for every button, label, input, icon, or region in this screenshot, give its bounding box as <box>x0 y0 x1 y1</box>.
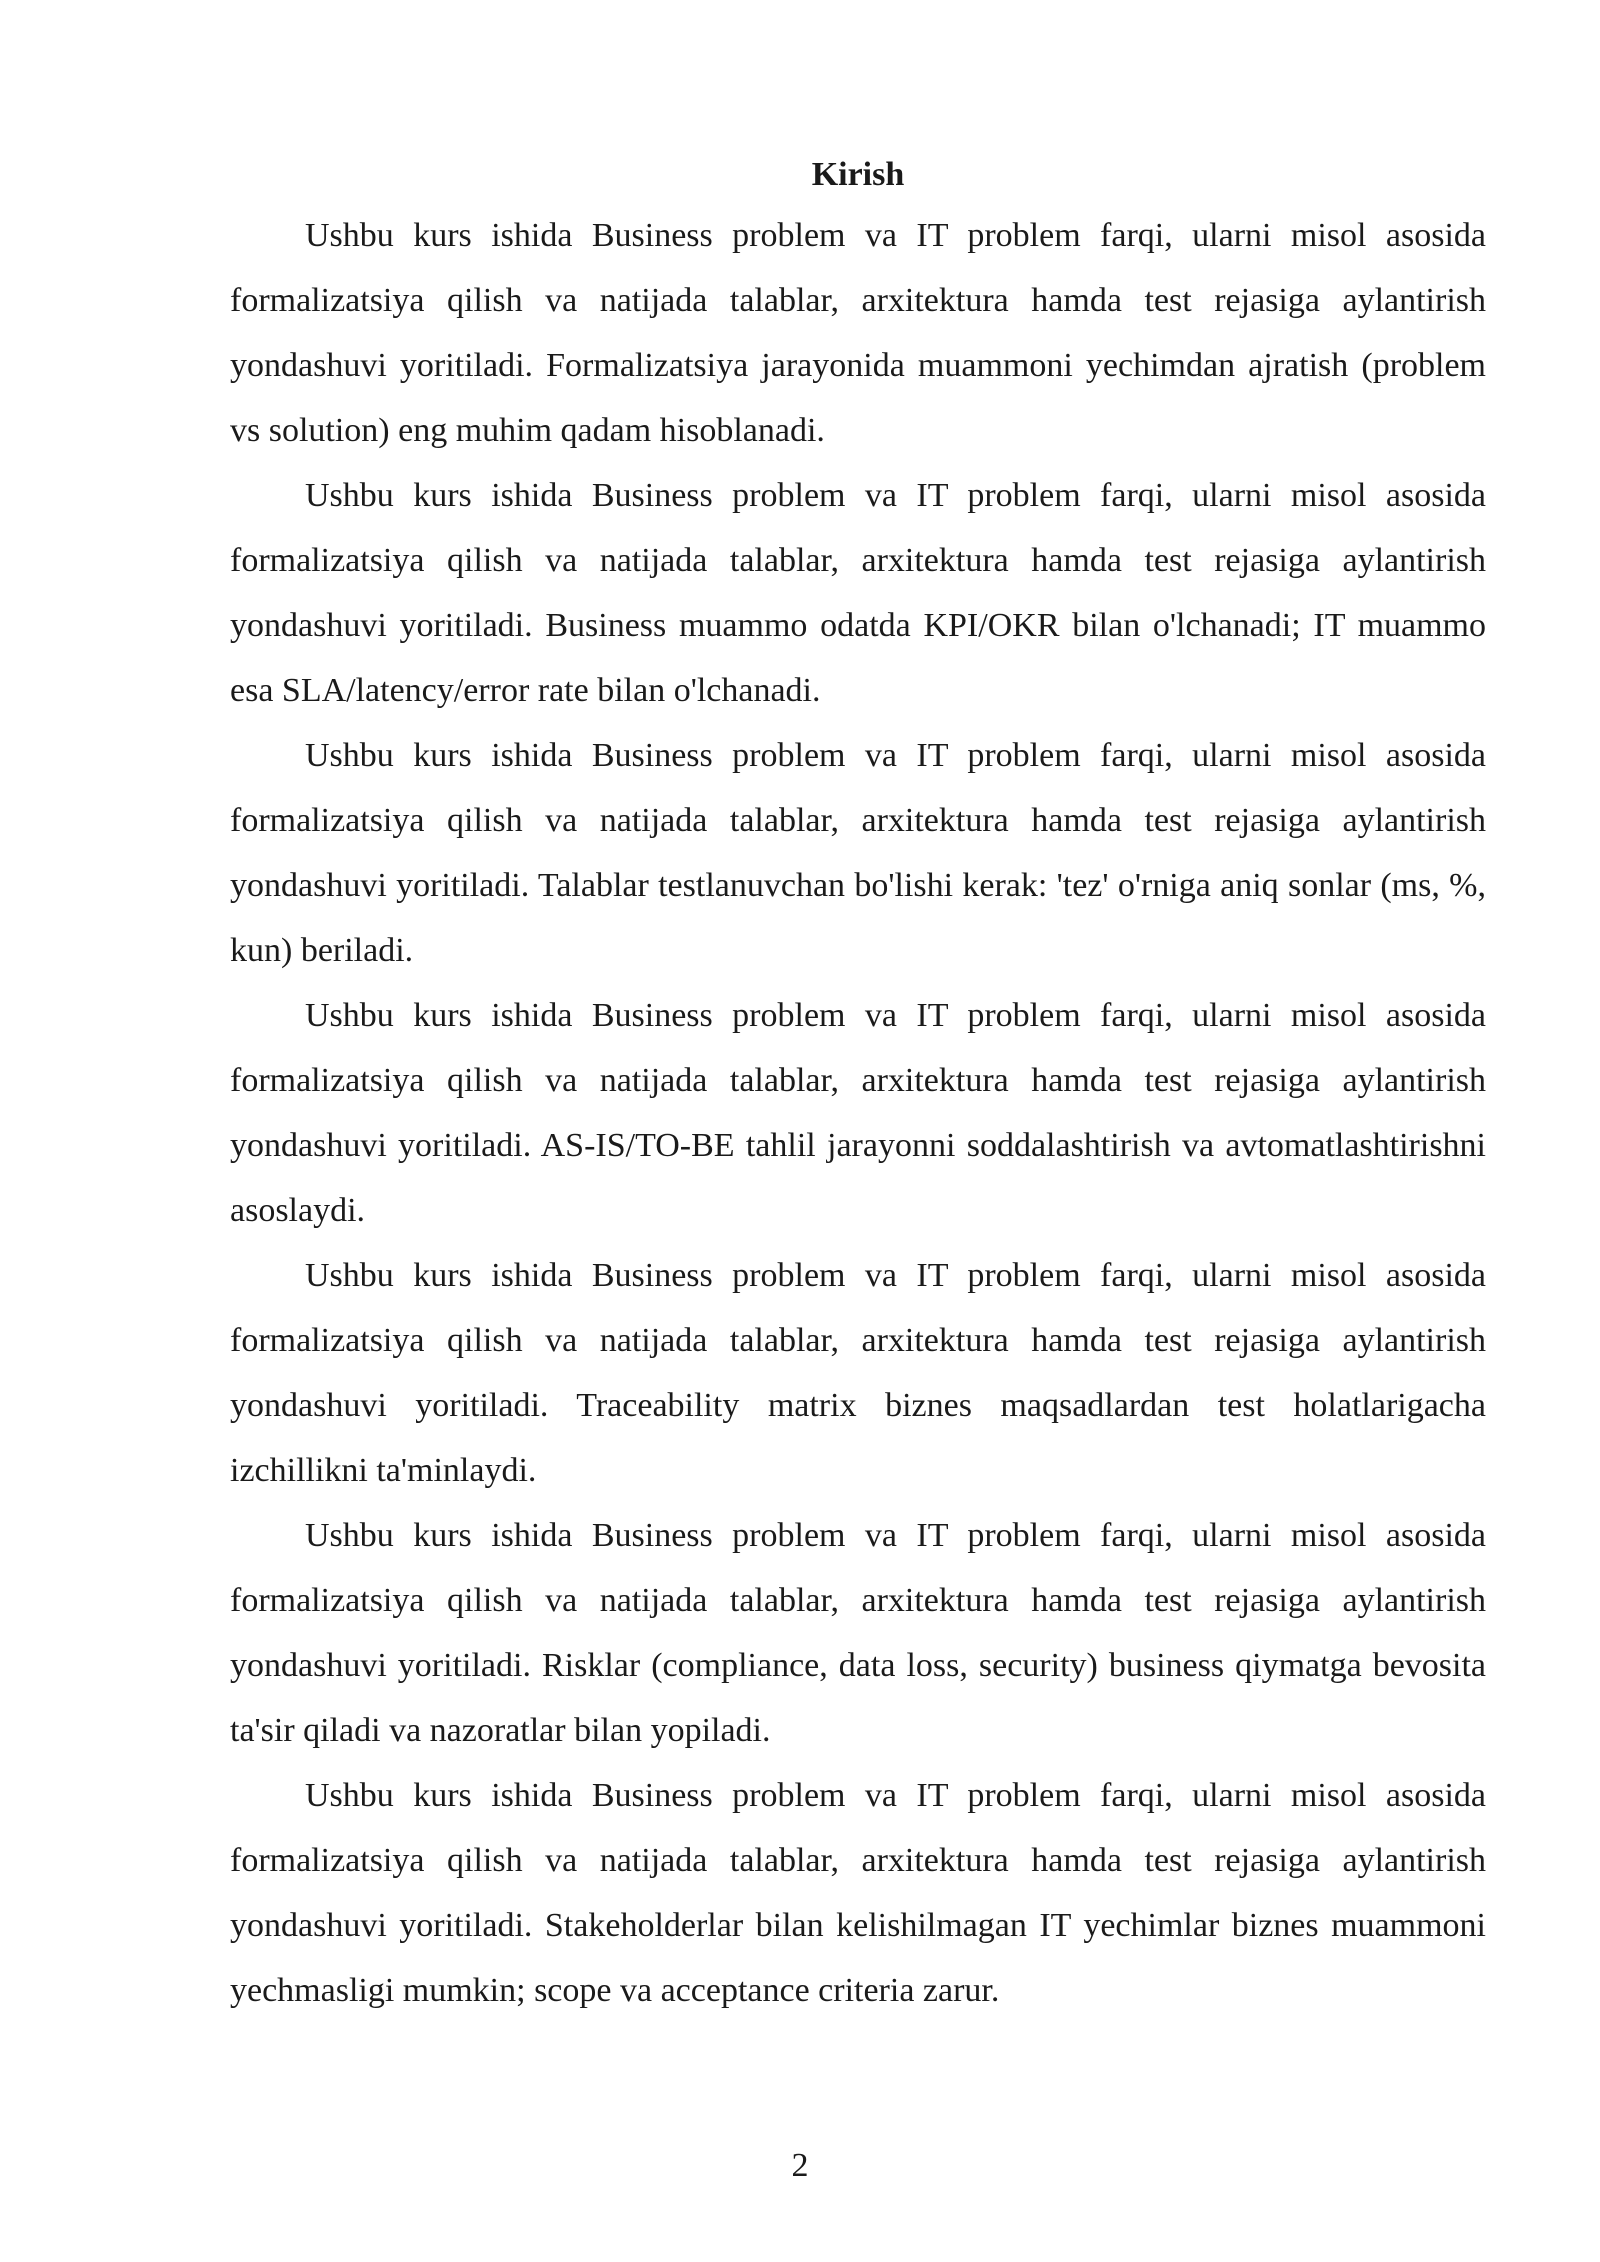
section-title: Kirish <box>811 156 905 193</box>
paragraph-5: Ushbu kurs ishida Business problem va IT problem farqi, ularni misol asosida formalizatsiya qilish va natijada talablar, arxitektura hamda test rejasiga aylantirish yondashuvi yoritiladi. Traceability matrix biznes maqsadlardan test holatlarigacha izchillikni ta'minlaydi. <box>230 1257 1486 1489</box>
paragraph-2: Ushbu kurs ishida Business problem va IT problem farqi, ularni misol asosida formalizatsiya qilish va natijada talablar, arxitektura hamda test rejasiga aylantirish yondashuvi yoritiladi. Business muammo odatda KPI/OKR bilan o'lchanadi; IT muammo esa SLA/latency/error rate bilan o'lchanadi. <box>230 477 1486 709</box>
paragraph-4: Ushbu kurs ishida Business problem va IT problem farqi, ularni misol asosida formalizatsiya qilish va natijada talablar, arxitektura hamda test rejasiga aylantirish yondashuvi yoritiladi. AS-IS/TO-BE tahlil jarayonni soddalashtirish va avtomatlashtirishni asoslaydi. <box>230 997 1486 1229</box>
paragraph-3: Ushbu kurs ishida Business problem va IT problem farqi, ularni misol asosida formalizatsiya qilish va natijada talablar, arxitektura hamda test rejasiga aylantirish yondashuvi yoritiladi. Talablar testlanuvchan bo'lishi kerak: 'tez' o'rniga aniq sonlar (ms, %, kun) beriladi. <box>230 737 1486 969</box>
paragraph-6: Ushbu kurs ishida Business problem va IT problem farqi, ularni misol asosida formalizatsiya qilish va natijada talablar, arxitektura hamda test rejasiga aylantirish yondashuvi yoritiladi. Risklar (compliance, data loss, security) business qiymatga bevosita ta'sir qiladi va nazoratlar bilan yopiladi. <box>230 1517 1486 1749</box>
paragraph-1: Ushbu kurs ishida Business problem va IT problem farqi, ularni misol asosida formalizatsiya qilish va natijada talablar, arxitektura hamda test rejasiga aylantirish yondashuvi yoritiladi. Formalizatsiya jarayonida muammoni yechimdan ajratish (problem vs solution) eng muhim qadam hisoblanadi. <box>230 217 1486 449</box>
paragraph-7: Ushbu kurs ishida Business problem va IT problem farqi, ularni misol asosida formalizatsiya qilish va natijada talablar, arxitektura hamda test rejasiga aylantirish yondashuvi yoritiladi. Stakeholderlar bilan kelishilmagan IT yechimlar biznes muammoni yechmasligi mumkin; scope va acceptance criteria zarur. <box>230 1777 1486 2009</box>
page-number: 2 <box>791 2147 809 2184</box>
page-content <box>230 147 1486 2023</box>
